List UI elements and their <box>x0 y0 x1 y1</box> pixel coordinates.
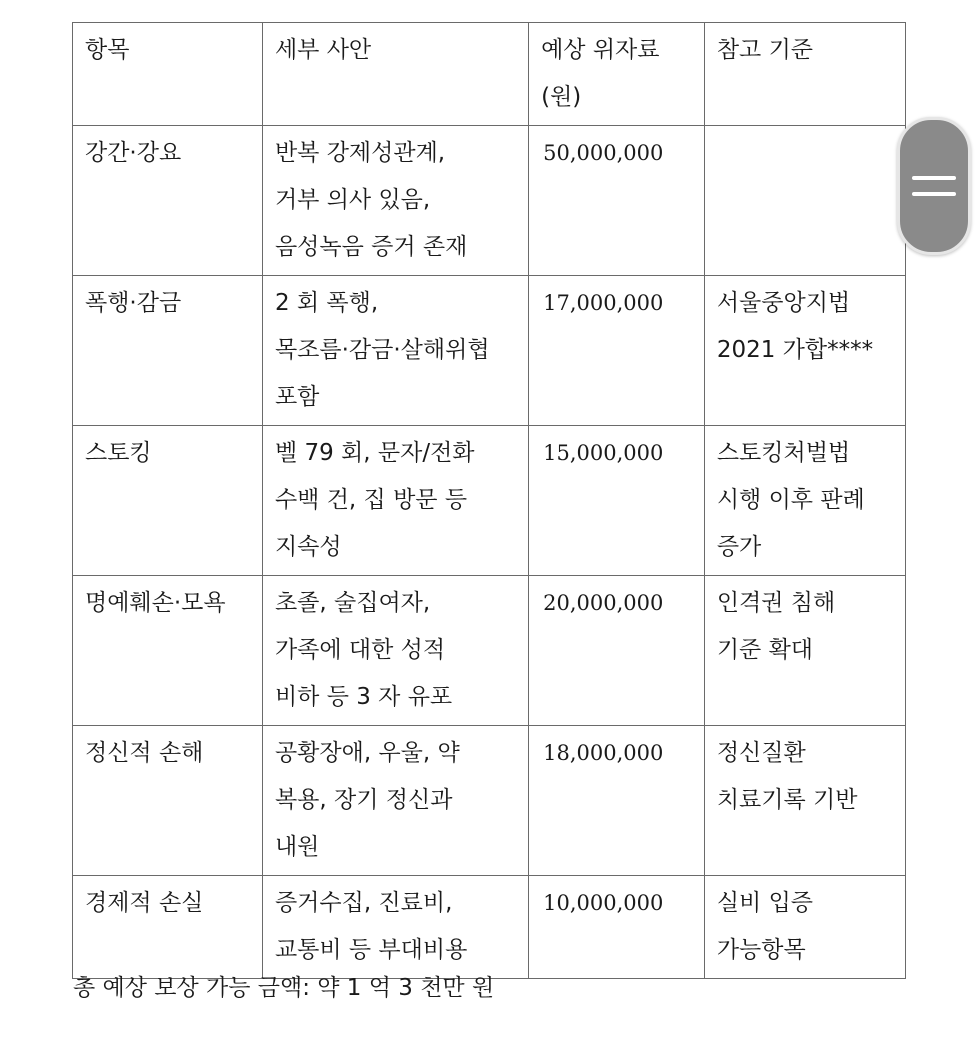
cell-reference: 정신질환 치료기록 기반 <box>704 726 905 876</box>
cell-details: 반복 강제성관계, 거부 의사 있음, 음성녹음 증거 존재 <box>262 126 528 276</box>
header-item: 항목 <box>73 23 263 126</box>
total-estimate-text: 총 예상 보상 가능 금액: 약 1 억 3 천만 원 <box>73 975 495 1001</box>
cell-details: 벨 79 회, 문자/전화 수백 건, 집 방문 등 지속성 <box>262 426 528 576</box>
scroll-handle[interactable] <box>897 117 971 255</box>
cell-reference: 서울중앙지법 2021 가합**** <box>704 276 905 426</box>
grip-lines-icon <box>912 176 956 196</box>
cell-item: 폭행·감금 <box>73 276 263 426</box>
table-row <box>73 276 906 426</box>
cell-details: 공황장애, 우울, 약 복용, 장기 정신과 내원 <box>262 726 528 876</box>
table-row <box>73 726 906 876</box>
cell-amount: 15,000,000 <box>529 426 705 576</box>
cell-item: 경제적 손실 <box>73 876 263 979</box>
cell-amount: 20,000,000 <box>529 576 705 726</box>
cell-reference <box>704 126 905 276</box>
cell-item: 정신적 손해 <box>73 726 263 876</box>
cell-details: 증거수집, 진료비, 교통비 등 부대비용 <box>262 876 528 979</box>
compensation-table <box>72 22 906 979</box>
cell-item: 스토킹 <box>73 426 263 576</box>
cell-amount: 17,000,000 <box>529 276 705 426</box>
table-header-row <box>73 23 906 126</box>
table-row <box>73 876 906 979</box>
header-details: 세부 사안 <box>262 23 528 126</box>
table-row <box>73 126 906 276</box>
table-row <box>73 576 906 726</box>
cell-item: 강간·강요 <box>73 126 263 276</box>
cell-amount: 18,000,000 <box>529 726 705 876</box>
header-expected-amount: 예상 위자료 (원) <box>529 23 705 126</box>
cell-reference: 실비 입증 가능항목 <box>704 876 905 979</box>
cell-amount: 10,000,000 <box>529 876 705 979</box>
cell-details: 초졸, 술집여자, 가족에 대한 성적 비하 등 3 자 유포 <box>262 576 528 726</box>
header-reference: 참고 기준 <box>704 23 905 126</box>
table-row <box>73 426 906 576</box>
cell-amount: 50,000,000 <box>529 126 705 276</box>
cell-item: 명예훼손·모욕 <box>73 576 263 726</box>
cell-reference: 스토킹처벌법 시행 이후 판례 증가 <box>704 426 905 576</box>
cell-details: 2 회 폭행, 목조름·감금·살해위협 포함 <box>262 276 528 426</box>
cell-reference: 인격권 침해 기준 확대 <box>704 576 905 726</box>
